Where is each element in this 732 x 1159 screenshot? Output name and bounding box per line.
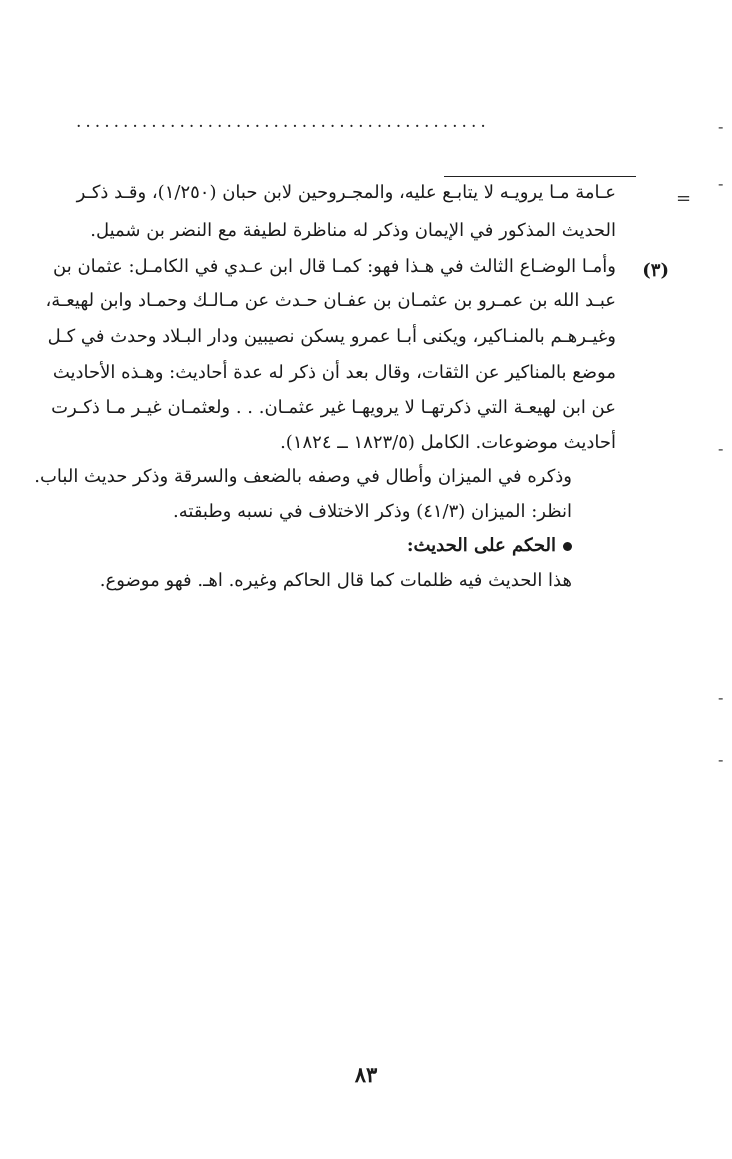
footnote-separator-rule	[444, 176, 636, 177]
mizan-note: وذكره في الميزان وأطال في وصفه بالضعف والسرقة وذكر حديث الباب.	[34, 466, 572, 487]
footnote-3-line-4: موضع بالمناكير عن الثقات، وقال بعد أن ذكر له عدة أحاديث: وهـذه الأحاديث	[52, 362, 616, 383]
margin-dash-mark: -	[718, 439, 724, 458]
continuation-mark: =	[676, 188, 692, 209]
bullet-icon	[563, 542, 572, 551]
dot-leader: ............................................	[76, 112, 490, 132]
footnote-3-line-6: أحاديث موضوعات. الكامل (١٨٢٣/٥ ــ ١٨٢٤).	[280, 432, 616, 453]
footnote-3-line-1: وأمـا الوضـاع الثالث في هـذا فهو: كمـا قال ابن عـدي في الكامـل: عثمان بن	[53, 256, 616, 277]
page-number: ٨٣	[354, 1062, 378, 1087]
footnote-continued-line-1: عـامة مـا يرويـه لا يتابـع عليه، والمجـروحين لابن حبان (١/٢٥٠)، وقـد ذكـر	[76, 182, 616, 203]
ruling-text: هذا الحديث فيه ظلمات كما قال الحاكم وغيره. اهـ. فهو موضوع.	[99, 570, 572, 591]
see-note: انظر: الميزان (٤١/٣) وذكر الاختلاف في نسبه وطبقته.	[173, 501, 572, 522]
margin-dash-mark: -	[718, 688, 724, 707]
footnote-continued-line-2: الحديث المذكور في الإيمان وذكر له مناظرة لطيفة مع النضر بن شميل.	[90, 220, 616, 241]
margin-dash-mark: -	[718, 117, 724, 136]
footnote-3-line-2: عبـد الله بن عمـرو بن عثمـان بن عفـان حـدث عن مـالـك وحمـاد وابن لهيعـة،	[45, 290, 616, 311]
footnote-3-line-3: وغيـرهـم بالمنـاكير، ويكنى أبـا عمرو يسكن نصيبين ودار البـلاد وحدث في كـل	[47, 326, 616, 347]
footnote-marker-3: (٣)	[642, 260, 669, 281]
ruling-heading	[407, 531, 572, 561]
ruling-heading-text: الحكم على الحديث:	[406, 535, 556, 556]
margin-dash-mark: -	[718, 750, 724, 769]
footnote-3-line-5: عن ابن لهيعـة التي ذكرتهـا لا يرويهـا غير عثمـان. . . ولعثمـان غيـر مـا ذكـرت	[51, 397, 616, 418]
margin-dash-mark: -	[718, 174, 724, 193]
